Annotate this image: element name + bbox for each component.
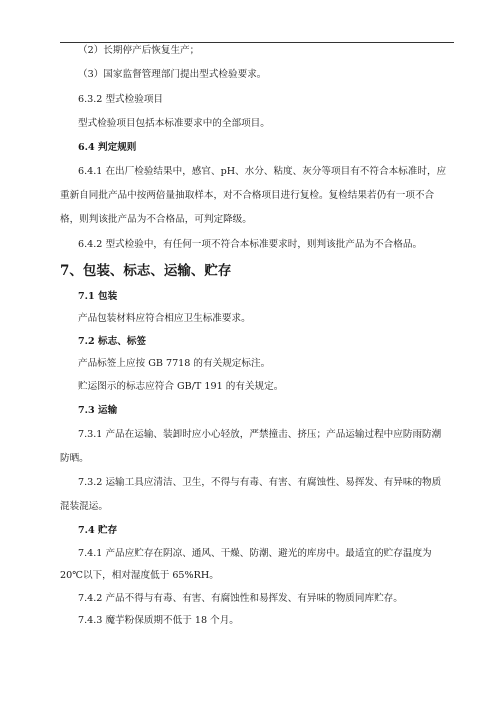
section-7-4-1-line-1: 7.4.1 产品应贮存在阴凉、通风、干燥、防潮、避光的库房中。最适宜的贮存温度为 [78,548,432,559]
section-6-4-2-text: 6.4.2 型式检验中，有任何一项不符合本标准要求时，则判该批产品为不合格品。 [78,239,423,250]
header-rule [60,42,454,43]
section-7-2-body-1: 产品标签上应按 GB 7718 的有关规定标注。 [78,358,271,369]
section-6-3-2-body: 型式检验项目包括本标准要求中的全部项目。 [78,118,270,129]
section-7-4-3-text: 7.4.3 魔芋粉保质期不低于 18 个月。 [78,615,239,626]
section-7-1-heading: 7.1 包装 [78,291,118,302]
section-6-4-1-line-1: 6.4.1 在出厂检验结果中，感官、pH、水分、粘度、灰分等项目有不符合本标准时，应 [78,166,447,177]
section-6-4-heading: 6.4 判定规则 [78,142,137,153]
section-6-4-1-line-2: 重新自同批产品中按两倍量抽取样本，对不合格项目进行复检。复检结果若仍有一项不合 [60,190,435,201]
section-7-3-heading: 7.3 运输 [78,405,118,416]
section-6-4-1-line-3: 格，则判该批产品为不合格品，可判定降级。 [60,214,252,225]
section-7-2-body-2: 贮运图示的标志应符合 GB/T 191 的有关规定。 [78,381,284,392]
section-7-3-1-line-1: 7.3.1 产品在运输、装卸时应小心轻放，严禁撞击、挤压；产品运输过程中应防雨防潮 [78,429,442,440]
section-7-3-1-line-2: 防晒。 [60,453,89,464]
section-7-3-2-line-1: 7.3.2 运输工具应清洁、卫生，不得与有毒、有害、有腐蚀性、易挥发、有异味的物质 [78,477,442,488]
section-7-4-heading: 7.4 贮存 [78,525,118,536]
section-7-3-2-line-2: 混装混运。 [60,501,108,512]
chapter-7-heading: 7、包装、标志、运输、贮存 [60,263,232,279]
item-3-text: （3）国家监督管理部门提出型式检验要求。 [78,69,267,80]
section-7-2-heading: 7.2 标志、标签 [78,336,146,347]
section-6-3-2-heading: 6.3.2 型式检验项目 [78,94,164,105]
section-7-4-1-line-2: 20℃以下，相对湿度低于 65%RH。 [60,570,219,581]
section-7-4-2-text: 7.4.2 产品不得与有毒、有害、有腐蚀性和易挥发、有异味的物质同库贮存。 [78,593,403,604]
item-2-text: （2）长期停产后恢复生产； [78,45,200,56]
section-7-1-body: 产品包装材料应符合相应卫生标准要求。 [78,313,251,324]
